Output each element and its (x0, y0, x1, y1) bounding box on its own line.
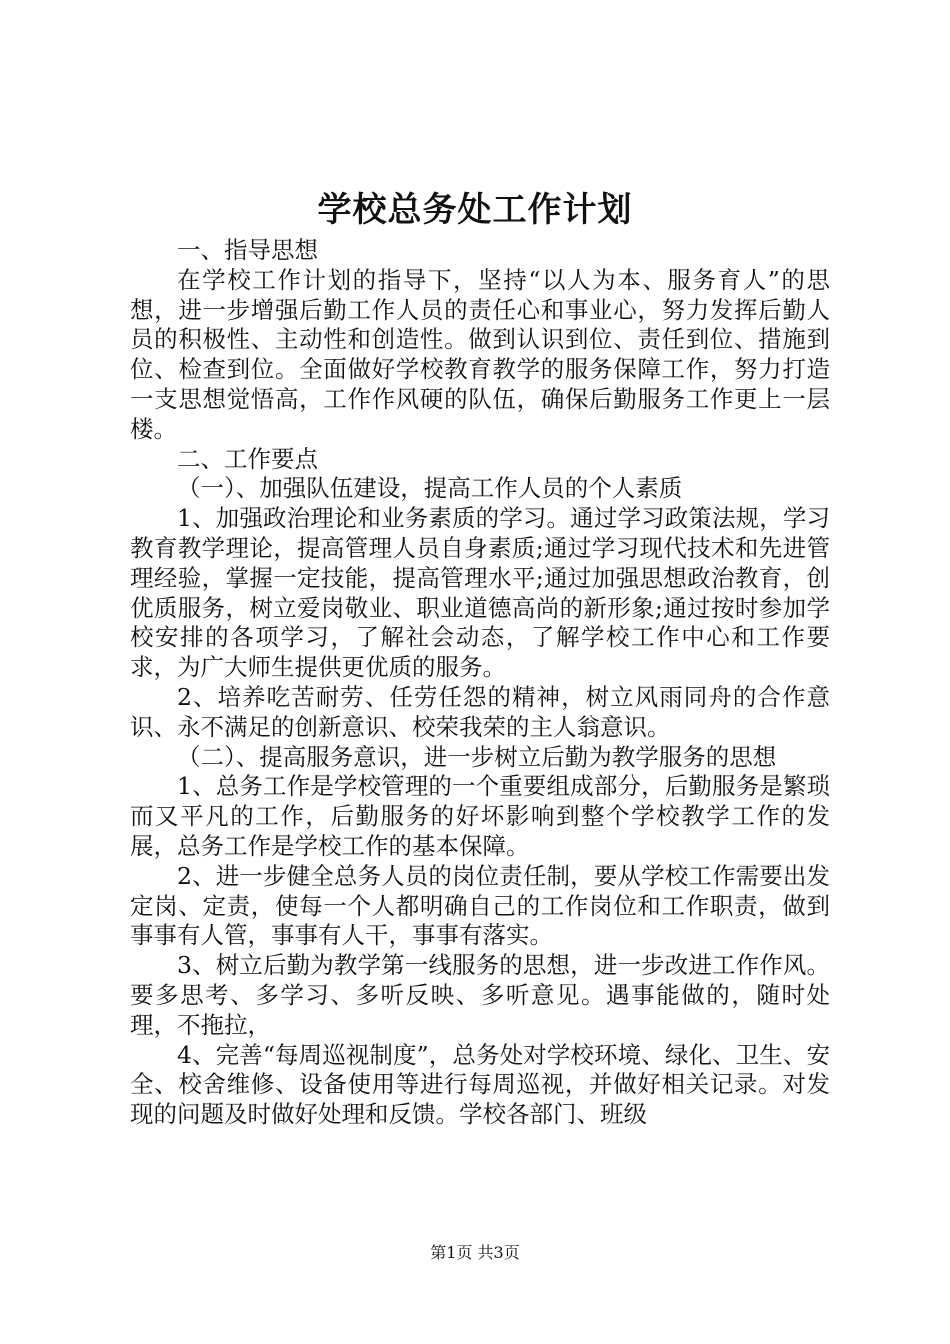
paragraph-service-4: 4、完善“每周巡视制度”，总务处对学校环境、绿化、卫生、安全、校舍维修、设备使用等进行每周巡视，并做好相关记录。对发现的问题及时做好处理和反馈。学校各部门、班级 (130, 1040, 830, 1129)
heading-guiding-thought: 一、指导思想 (177, 236, 318, 264)
document-body (130, 236, 830, 1130)
subheading-team-building: （一）、加强队伍建设，提高工作人员的个人素质 (177, 474, 683, 503)
heading-work-points: 二、工作要点 (177, 444, 318, 473)
paragraph-service-2: 2、进一步健全总务人员的岗位责任制，要从学校工作需要出发定岗、定责，使每一个人都明确自己的工作岗位和工作职责，做到事事有人管，事事有人干，事事有落实。 (130, 861, 830, 950)
page-footer: 第1页 共3页 (430, 1243, 520, 1262)
document-title: 学校总务处工作计划 (317, 190, 633, 230)
paragraph-team-building-2: 2、培养吃苦耐劳、任劳任怨的精神，树立风雨同舟的合作意识、永不满足的创新意识、校荣我荣的主人翁意识。 (130, 682, 830, 741)
subheading-service-awareness: （二）、提高服务意识，进一步树立后勤为教学服务的思想 (177, 742, 777, 771)
paragraph-service-1: 1、总务工作是学校管理的一个重要组成部分，后勤服务是繁琐而又平凡的工作，后勤服务的好坏影响到整个学校教学工作的发展，总务工作是学校工作的基本保障。 (130, 772, 830, 860)
paragraph-team-building-1: 1、加强政治理论和业务素质的学习。通过学习政策法规，学习教育教学理论，提高管理人员自身素质;通过学习现代技术和先进管理经验，掌握一定技能，提高管理水平;通过加强思想政治教育，创优质服务，树立爱岗敬业、职业道德高尚的新形象;通过按时参加学校安排的各项学习，了解社会动态，了解学校工作中心和工作要求，为广大师生提供更优质的服务。 (130, 504, 830, 682)
paragraph-guiding-thought: 在学校工作计划的指导下，坚持“以人为本、服务育人”的思想，进一步增强后勤工作人员的责任心和事业心，努力发挥后勤人员的积极性、主动性和创造性。做到认识到位、责任到位、措施到位、检查到位。全面做好学校教育教学的服务保障工作，努力打造一支思想觉悟高，工作作风硬的队伍，确保后勤服务工作更上一层楼。 (130, 265, 830, 443)
paragraph-service-3: 3、树立后勤为教学第一线服务的思想，进一步改进工作作风。要多思考、多学习、多听反映、多听意见。遇事能做的，随时处理，不拖拉， (130, 951, 830, 1039)
